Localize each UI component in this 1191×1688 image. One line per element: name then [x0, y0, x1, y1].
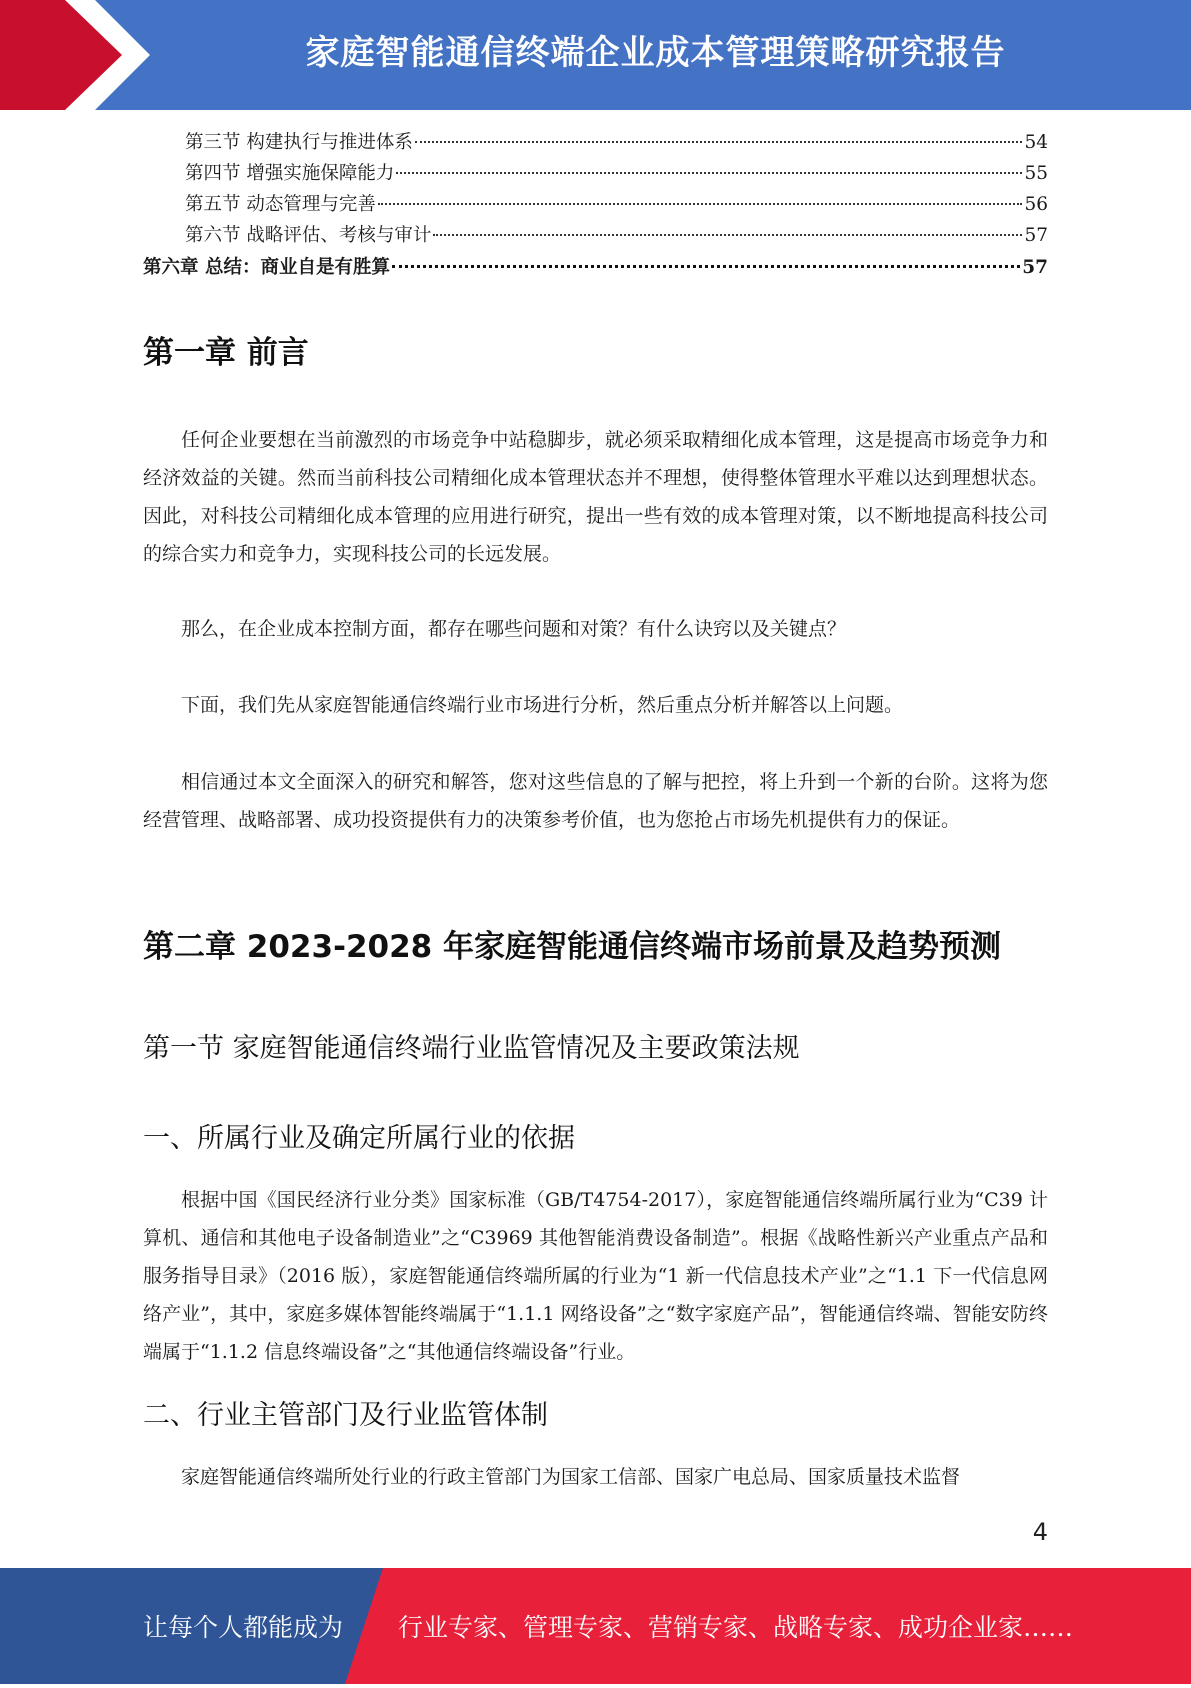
toc-leader-dots [396, 172, 1022, 174]
toc-entry-page: 54 [1024, 132, 1048, 153]
toc-entry-page: 57 [1024, 225, 1048, 246]
toc-leader-dots [433, 234, 1022, 236]
body-paragraph: 家庭智能通信终端所处行业的行政主管部门为国家工信部、国家广电总局、国家质量技术监督 [181, 1466, 961, 1488]
toc-entry-page: 57 [1022, 257, 1048, 278]
toc-entry-page: 56 [1024, 194, 1048, 215]
toc-entry-label: 第六节 战略评估、考核与审计 [185, 225, 432, 246]
toc-leader-dots [392, 265, 1020, 268]
toc-entry-label: 第六章 总结：商业自是有胜算 [143, 257, 390, 278]
body-paragraph: 根据中国《国民经济行业分类》国家标准（GB/T4754-2017），家庭智能通信终端所属行业为“C39 计算机、通信和其他电子设备制造业”之“C3969 其他智能消费设备制造”。根据《战略性新兴产业重点产品和服务指导目录》（2016 版），家庭智能通信终端所属的行业为“1 新一代信息技术产业”之“1.1 下一代信息网络产业”，其中，家庭多媒体智能终端属于“1.1.1 网络设备”之“数字家庭产品”，智能通信终端、智能安防终端属于“1.1.2 信息终端设备”之“其他通信终端设备”行业。 [143, 1189, 1048, 1363]
document-title: 家庭智能通信终端企业成本管理策略研究报告 [305, 33, 1006, 73]
toc-entry-label: 第三节 构建执行与推进体系 [185, 132, 413, 153]
toc-entry-label: 第四节 增强实施保障能力 [185, 163, 395, 184]
toc-entry[interactable] [185, 162, 1048, 186]
chapter-heading: 第一章 前言 [143, 335, 309, 371]
toc-entry[interactable] [185, 224, 1048, 248]
toc-entry-chapter[interactable] [143, 256, 1048, 280]
page-footer [0, 1568, 1191, 1684]
body-paragraph: 下面，我们先从家庭智能通信终端行业市场进行分析，然后重点分析并解答以上问题。 [181, 694, 904, 716]
footer-slogan-left: 让每个人都能成为 [143, 1613, 344, 1642]
toc-leader-dots [378, 203, 1023, 205]
toc-entry[interactable] [185, 193, 1048, 217]
toc-leader-dots [415, 141, 1023, 143]
body-paragraph: 任何企业要想在当前激烈的市场竞争中站稳脚步，就必须采取精细化成本管理，这是提高市场竞争力和经济效益的关键。然而当前科技公司精细化成本管理状态并不理想，使得整体管理水平难以达到理想状态。因此，对科技公司精细化成本管理的应用进行研究，提出一些有效的成本管理对策，以不断地提高科技公司的综合实力和竞争力，实现科技公司的长远发展。 [143, 429, 1048, 565]
page-number: 4 [1032, 1518, 1048, 1546]
subsection-heading: 二、行业主管部门及行业监管体制 [143, 1400, 548, 1431]
body-paragraph: 那么，在企业成本控制方面，都存在哪些问题和对策？有什么诀窍以及关键点？ [181, 618, 847, 640]
chapter-heading: 第二章 2023-2028 年家庭智能通信终端市场前景及趋势预测 [143, 929, 1002, 965]
body-paragraph: 相信通过本文全面深入的研究和解答，您对这些信息的了解与把控，将上升到一个新的台阶。这将为您经营管理、战略部署、成功投资提供有力的决策参考价值，也为您抢占市场先机提供有力的保证。 [143, 771, 1048, 831]
footer-slogan-right: 行业专家、管理专家、营销专家、战略专家、成功企业家…… [398, 1613, 1074, 1642]
toc-entry-label: 第五节 动态管理与完善 [185, 194, 376, 215]
section-heading: 第一节 家庭智能通信终端行业监管情况及主要政策法规 [143, 1033, 800, 1064]
toc-entry[interactable] [185, 131, 1048, 155]
header-arrow-decoration [0, 0, 160, 110]
page-header [0, 0, 1191, 110]
toc-entry-page: 55 [1024, 163, 1048, 184]
subsection-heading: 一、所属行业及确定所属行业的依据 [143, 1123, 575, 1154]
